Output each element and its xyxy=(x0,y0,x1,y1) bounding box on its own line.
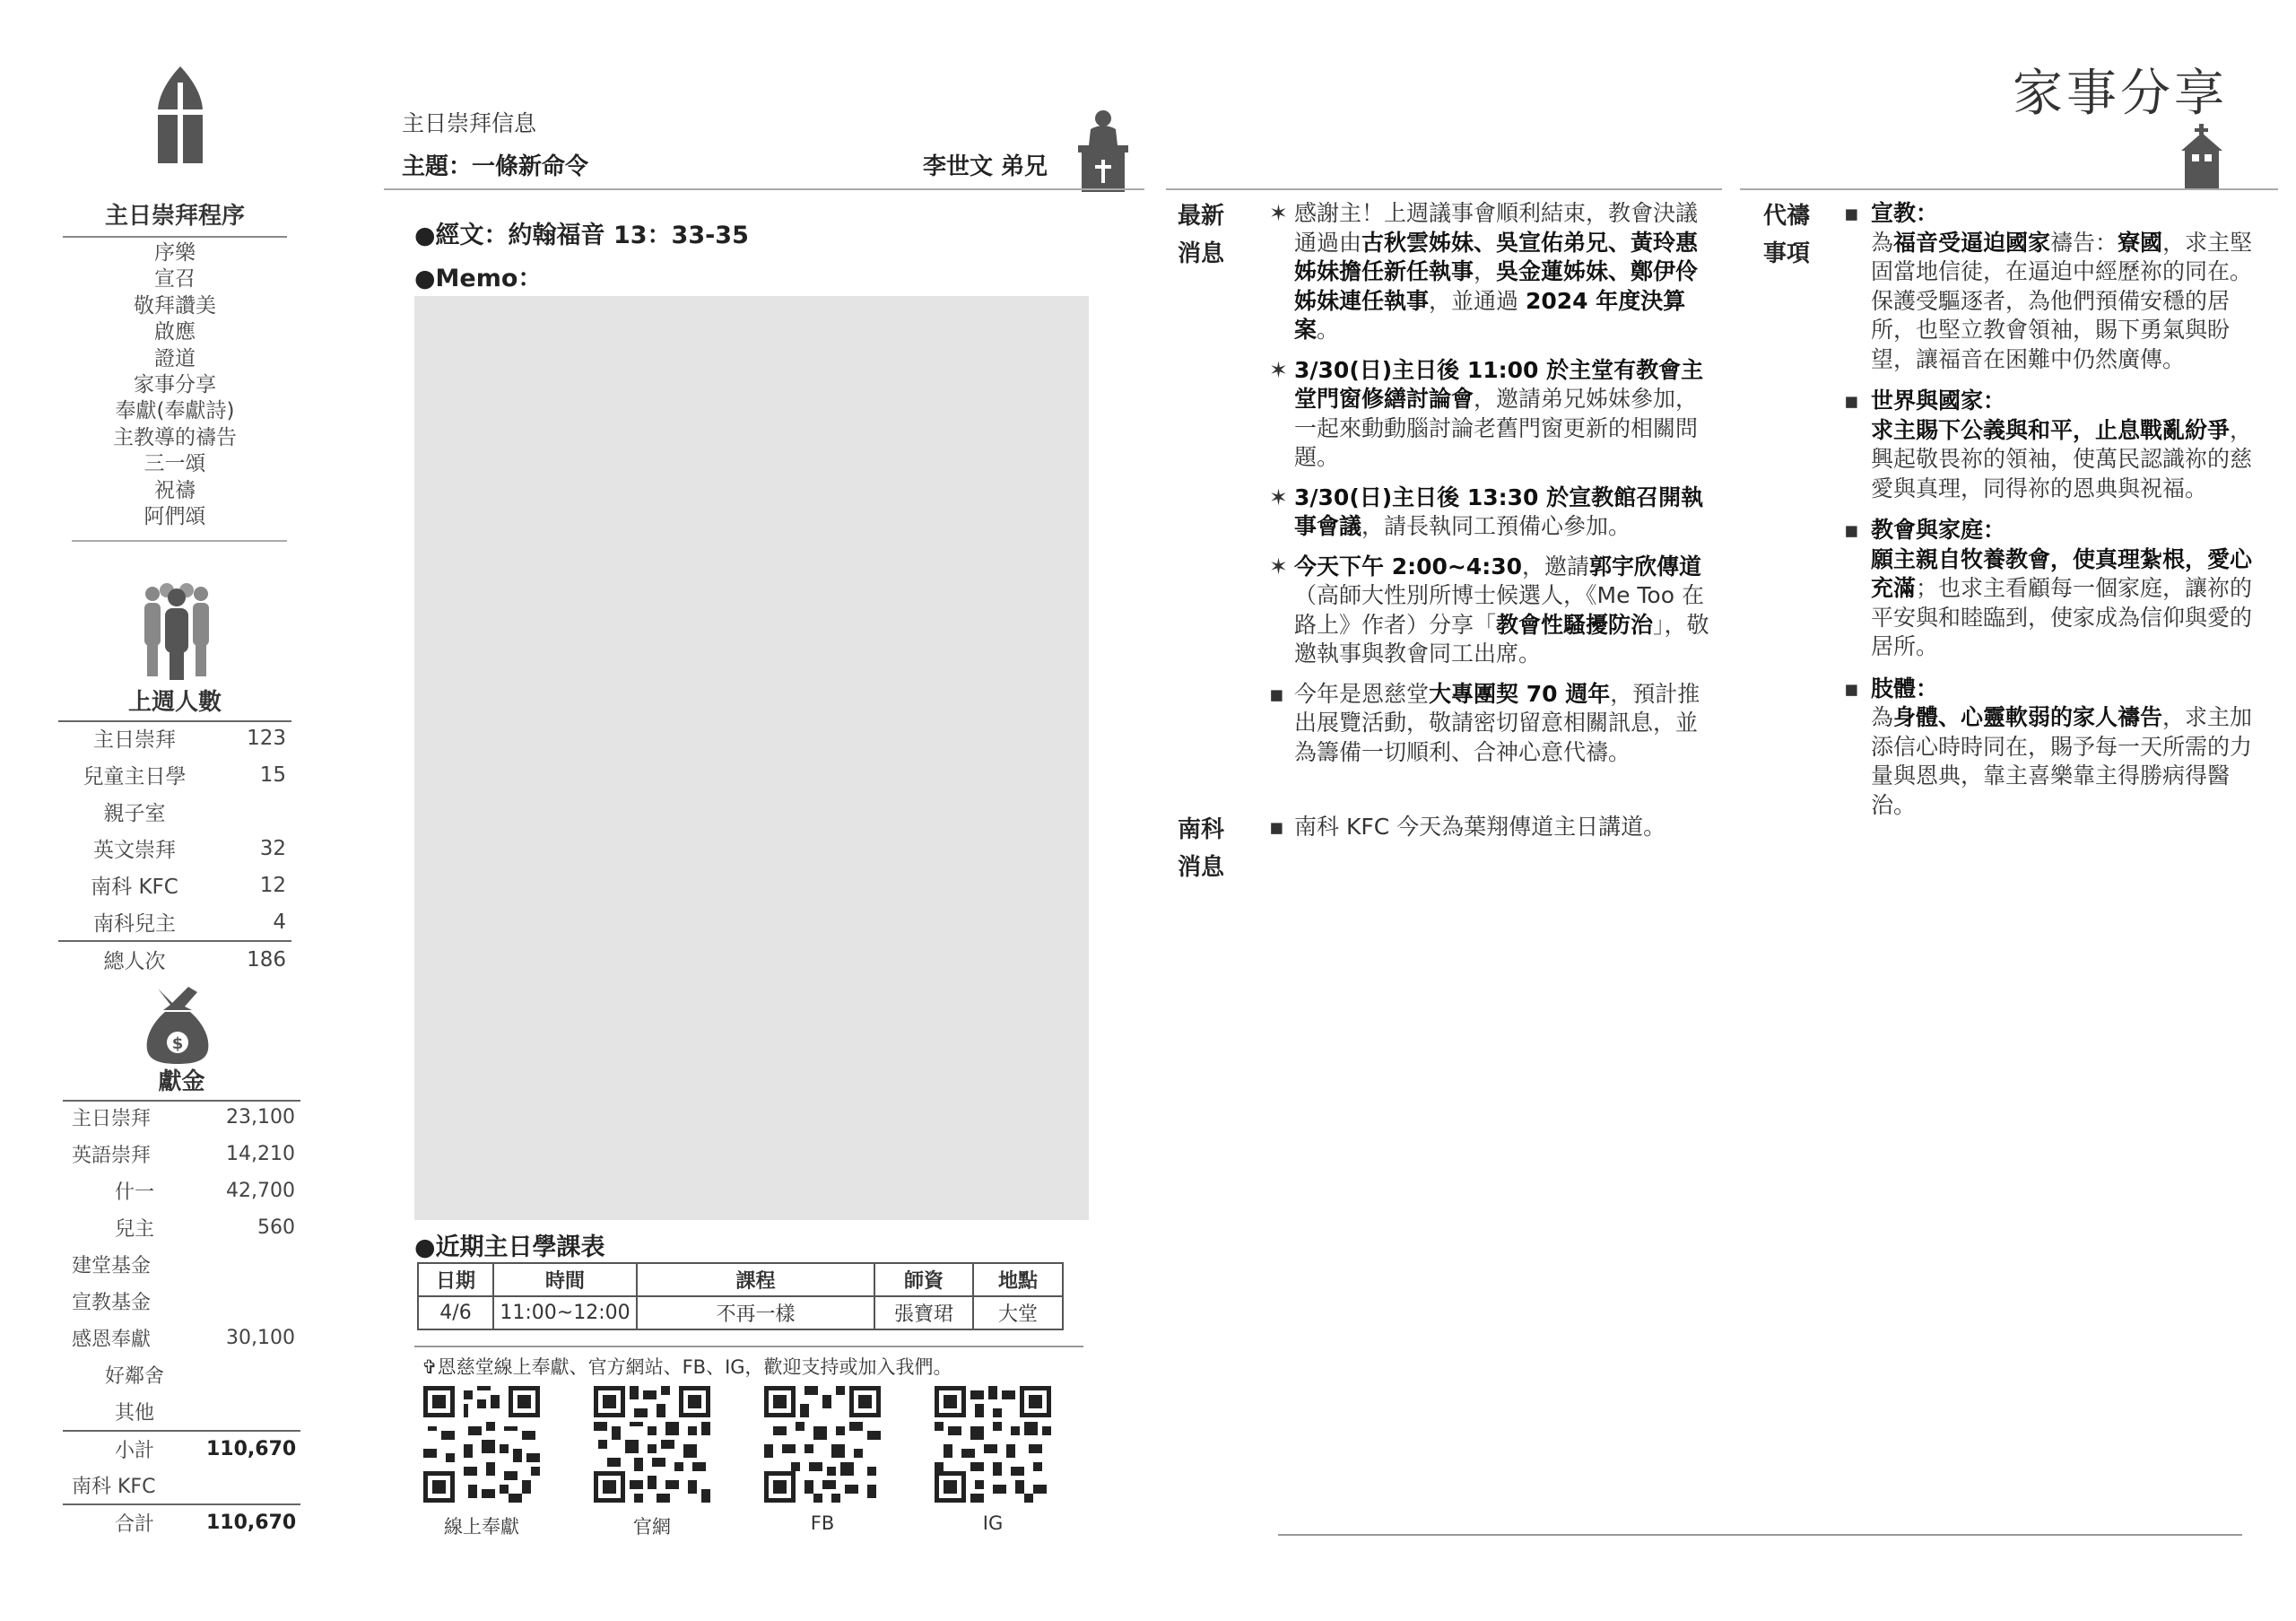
row-label: 南科 KFC xyxy=(91,876,178,899)
offering-row xyxy=(63,1136,300,1172)
attendance-total-row xyxy=(58,940,291,977)
divider xyxy=(72,540,287,542)
qr-code-icon xyxy=(423,1386,540,1503)
news-item: ✶ 3/30(日)主日後 11:00 於主堂有教會主堂門窗修繕討論會，邀請弟兄姊妹參加，一起來動動腦討論老舊門窗更新的相關問題。 xyxy=(1269,356,1704,470)
money-bag-icon xyxy=(145,985,210,1068)
total-label: 總人次 xyxy=(103,950,166,973)
qr-code-offering[interactable] xyxy=(423,1386,540,1506)
order-item: 奉獻(奉獻詩) xyxy=(115,399,235,423)
table-cell: 11:00~12:00 xyxy=(493,1296,637,1329)
prayer-item: ▪ 教會與家庭： 願主親自牧養教會，使真理紮根，愛心充滿；也求主看顧每一個家庭，讓祢的平安與和睦臨到，使家成為信仰與愛的居所。 xyxy=(1844,517,2253,659)
offering-row xyxy=(63,1320,300,1356)
row-label: 主日崇拜 xyxy=(72,1108,152,1130)
offering-subtotal-row xyxy=(63,1430,300,1467)
attendance-row xyxy=(58,830,291,867)
col-header: 時間 xyxy=(493,1263,637,1296)
row-label: 南科兒主 xyxy=(93,912,176,936)
qr-label: 官網 xyxy=(633,1516,671,1538)
church-icon xyxy=(154,65,206,169)
row-value: 30,100 xyxy=(226,1327,295,1349)
news-item: ✶ 今天下午 2:00~4:30，邀請郭宇欣傳道（高師大性別所博士候選人，《Me Too 在路上》作者）分享「教會性騷擾防治」，敬邀執事與教會同工出席。 xyxy=(1269,553,1709,667)
attendance-title: 上週人數 xyxy=(58,684,291,722)
order-item: 祝禱 xyxy=(154,478,196,502)
qr-code-fb[interactable] xyxy=(764,1386,881,1506)
memo-area[interactable] xyxy=(414,296,1089,1220)
table-cell: 4/6 xyxy=(418,1296,493,1329)
row-label: 宣教基金 xyxy=(72,1292,152,1314)
qr-code-icon xyxy=(764,1386,881,1503)
row-label: 好鄰舍 xyxy=(104,1365,164,1388)
offering-table xyxy=(63,1099,300,1540)
row-label: 英語崇拜 xyxy=(72,1145,152,1167)
subtotal-label: 小計 xyxy=(114,1440,154,1462)
divider xyxy=(1166,188,1722,190)
row-label: 主日崇拜 xyxy=(93,728,176,752)
attendance-row xyxy=(58,756,291,793)
col-header: 日期 xyxy=(418,1263,493,1296)
qr-code-ig[interactable] xyxy=(935,1386,1051,1506)
order-item: 序樂 xyxy=(154,241,196,265)
total-value: 186 xyxy=(247,947,286,972)
divider xyxy=(384,188,1144,190)
order-item: 敬拜讚美 xyxy=(134,293,216,318)
offering-row xyxy=(63,1246,300,1283)
prayer-item: ▪ 宣教： 為福音受逼迫國家禱告：寮國，求主堅固當地信徒，在逼迫中經歷祢的同在。保護受驅逐者，為他們預備安穩的居所，也堅立教會領袖，賜下勇氣與盼望，讓福音在困難中仍然廣傳。 xyxy=(1844,200,2253,372)
order-item: 主教導的禱告 xyxy=(113,425,237,449)
col-header: 師資 xyxy=(874,1263,973,1296)
scripture: ●經文：約翰福音 13：33-35 xyxy=(414,222,749,249)
attendance-row xyxy=(58,903,291,940)
offering-row xyxy=(63,1356,300,1393)
schedule-title: ●近期主日學課表 xyxy=(414,1233,605,1261)
table-cell: 張寶珺 xyxy=(874,1296,973,1329)
row-value: 32 xyxy=(259,836,286,860)
qr-code-website[interactable] xyxy=(594,1386,710,1506)
offering-row xyxy=(63,1099,300,1136)
qr-label: IG xyxy=(982,1512,1004,1534)
people-icon xyxy=(142,581,212,684)
row-value: 123 xyxy=(247,726,286,750)
qr-code-icon xyxy=(594,1386,710,1503)
row-value: 4 xyxy=(273,910,286,934)
schedule-table xyxy=(417,1262,1064,1330)
prayer-item: ▪ 肢體： 為身體、心靈軟弱的家人禱告，求主加添信心時時同在，賜予每一天所需的力量與恩典，靠主喜樂靠主得勝病得醫治。 xyxy=(1844,675,2253,818)
speaker-name: 李世文 弟兄 xyxy=(922,153,1048,180)
pulpit-icon xyxy=(1076,109,1130,196)
news-item: ✶ 感謝主！上週議事會順利結束，教會決議通過由古秋雲姊妹、吳宣佑弟兄、黃玲惠姊妹擔任新任執事，吳金蓮姊妹、鄭伊伶姊妹連任執事，並通過 2024 年度決算案。 xyxy=(1269,200,1699,343)
table-row xyxy=(418,1296,1063,1329)
table-cell: 大堂 xyxy=(973,1296,1063,1329)
order-item: 三一頌 xyxy=(144,452,206,476)
service-header: 主日崇拜信息 xyxy=(402,110,537,136)
row-value: 23,100 xyxy=(226,1106,295,1129)
memo-label: ●Memo： xyxy=(414,265,543,292)
order-title: 主日崇拜程序 xyxy=(63,197,287,238)
offering-row xyxy=(63,1283,300,1320)
qr-note: ✞恩慈堂線上奉獻、官方網站、FB、IG，歡迎支持或加入我們。 xyxy=(422,1356,952,1378)
prayer-label: 代禱 事項 xyxy=(1763,203,1811,267)
offering-title: 獻金 xyxy=(63,1063,300,1102)
attendance-row xyxy=(58,719,291,756)
news-item: ▪ 南科 KFC 今天為葉翔傳道主日講道。 xyxy=(1269,814,1666,840)
row-label: 兒主 xyxy=(114,1218,154,1241)
row-label: 其他 xyxy=(114,1402,154,1425)
page-title: 家事分享 xyxy=(2013,65,2228,123)
attendance-table xyxy=(58,719,291,977)
prayer-list xyxy=(1844,199,2266,832)
order-item: 宣召 xyxy=(154,267,196,292)
row-label: 建堂基金 xyxy=(72,1255,152,1277)
offering-row xyxy=(63,1209,300,1246)
news-item: ▪ 今年是恩慈堂大專團契 70 週年，預計推出展覽活動，敬請密切留意相關訊息，並為籌備一切順利、合神心意代禱。 xyxy=(1269,680,1700,765)
offering-row xyxy=(63,1172,300,1209)
row-label: 兒童主日學 xyxy=(83,765,187,789)
row-value: 560 xyxy=(257,1216,295,1239)
qr-label: FB xyxy=(810,1512,835,1534)
table-cell: 不再一樣 xyxy=(637,1296,874,1329)
total-label: 合計 xyxy=(114,1513,154,1536)
total-value: 110,670 xyxy=(206,1512,297,1534)
row-value: 42,700 xyxy=(226,1180,295,1202)
divider xyxy=(1278,1534,2242,1536)
row-label: 英文崇拜 xyxy=(93,839,176,862)
order-item: 啟應 xyxy=(154,320,196,344)
offering-kfc-row xyxy=(63,1467,300,1503)
row-label: 什一 xyxy=(114,1181,154,1204)
row-value: 15 xyxy=(259,763,286,787)
svg-text:$: $ xyxy=(171,1034,184,1053)
row-value: 14,210 xyxy=(226,1143,295,1165)
col-header: 課程 xyxy=(637,1263,874,1296)
news-label: 最新 消息 xyxy=(1178,203,1225,267)
row-label: 感恩奉獻 xyxy=(72,1329,152,1351)
attendance-row xyxy=(58,867,291,903)
qr-label: 線上奉獻 xyxy=(444,1516,519,1538)
order-item: 證道 xyxy=(154,346,196,370)
news-list xyxy=(1269,199,1713,778)
row-label: 親子室 xyxy=(103,802,166,825)
offering-row xyxy=(63,1393,300,1430)
kfc-news-label: 南科 消息 xyxy=(1178,816,1225,881)
subtotal-value: 110,670 xyxy=(206,1438,297,1460)
kfc-label: 南科 KFC xyxy=(72,1476,156,1498)
house-icon xyxy=(2179,124,2224,194)
offering-total-row xyxy=(63,1503,300,1540)
order-list xyxy=(63,240,287,530)
col-header: 地點 xyxy=(973,1263,1063,1296)
prayer-item: ▪ 世界與國家： 求主賜下公義與和平，止息戰亂紛爭，興起敬畏祢的領袖，使萬民認識祢的慈愛與真理，同得祢的恩典與祝福。 xyxy=(1844,388,2253,501)
order-item: 家事分享 xyxy=(134,373,216,397)
row-value: 12 xyxy=(259,873,286,897)
sermon-theme: 主題：一條新命令 xyxy=(402,153,589,180)
divider xyxy=(1740,188,2278,190)
kfc-news-list xyxy=(1269,813,1713,853)
table-header-row xyxy=(418,1263,1063,1296)
qr-code-icon xyxy=(935,1386,1051,1503)
attendance-row xyxy=(58,793,291,830)
news-item: ✶ 3/30(日)主日後 13:30 於宣教館召開執事會議，請長執同工預備心參加。 xyxy=(1269,484,1704,539)
order-item: 阿們頌 xyxy=(144,505,206,529)
divider xyxy=(414,1346,1083,1347)
theme-row xyxy=(402,148,1048,181)
